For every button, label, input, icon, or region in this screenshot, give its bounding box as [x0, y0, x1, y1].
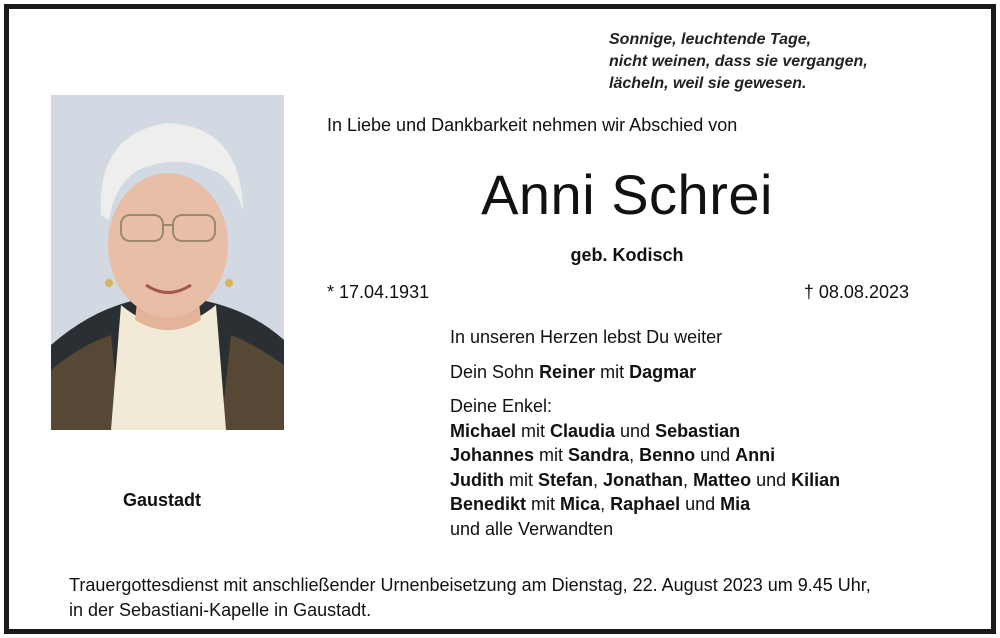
- connector-text: ,: [683, 469, 694, 490]
- grandchildren-line: [450, 419, 840, 444]
- poem-line: Sonnige, leuchtende Tage,: [609, 31, 812, 48]
- deceased-name: Anni Schrei: [481, 163, 773, 226]
- connector-text: mit: [595, 361, 630, 382]
- person-name: Matteo: [693, 469, 752, 490]
- connector-text: und: [615, 420, 656, 441]
- person-name: Dagmar: [629, 361, 697, 382]
- connector-text: mit: [534, 445, 569, 465]
- person-name: Claudia: [550, 420, 616, 441]
- connector-text: ,: [600, 494, 611, 514]
- person-name: Anni: [735, 445, 776, 465]
- person-name: Benno: [639, 445, 696, 465]
- person-name: Reiner: [539, 361, 596, 382]
- relatives-line: und alle Verwandten: [450, 518, 614, 539]
- person-name: Sandra: [568, 445, 630, 465]
- connector-text: mit: [516, 420, 551, 441]
- person-name: Stefan: [538, 469, 594, 490]
- birth-name: geb. Kodisch: [570, 245, 684, 265]
- poem-line: nicht weinen, dass sie vergangen,: [609, 53, 868, 70]
- poem: [609, 29, 868, 95]
- service-announcement: [69, 573, 871, 623]
- obituary-frame: [4, 4, 996, 634]
- connector-text: und: [751, 469, 792, 490]
- person-name: Mia: [720, 494, 751, 514]
- portrait-photo: [51, 95, 284, 430]
- grandchildren-line: [450, 468, 840, 493]
- connector-text: ,: [629, 445, 640, 465]
- death-date: † 08.08.2023: [803, 282, 909, 302]
- heart-line: In unseren Herzen lebst Du weiter: [450, 327, 723, 347]
- connector-text: und: [680, 494, 721, 514]
- person-name: Kilian: [791, 469, 841, 490]
- birth-date: * 17.04.1931: [327, 282, 430, 302]
- service-line: Trauergottesdienst mit anschließender Urnenbeisetzung am Dienstag, 22. August 2023 um 9.45 Uhr,: [69, 575, 871, 595]
- grandchildren-line: [450, 492, 840, 517]
- grandchildren-label: Deine Enkel:: [450, 396, 553, 416]
- connector-text: mit: [526, 494, 561, 514]
- connector-text: mit: [504, 469, 538, 490]
- person-name: Jonathan: [603, 469, 684, 490]
- person-name: Johannes: [450, 445, 535, 465]
- connector-text: ,: [593, 469, 604, 490]
- connector-text: Dein Sohn: [450, 361, 540, 382]
- person-name: Sebastian: [655, 420, 741, 441]
- son-line: [450, 360, 840, 385]
- connector-text: und: [695, 445, 736, 465]
- person-name: Raphael: [610, 494, 681, 514]
- portrait-illustration: [51, 95, 284, 430]
- service-line: in der Sebastiani-Kapelle in Gaustadt.: [69, 600, 372, 620]
- grandchildren-line: [450, 443, 840, 468]
- place-name: Gaustadt: [123, 490, 202, 510]
- person-name: Judith: [450, 469, 504, 490]
- intro-text: In Liebe und Dankbarkeit nehmen wir Abschied von: [327, 115, 738, 135]
- person-name: Michael: [450, 420, 517, 441]
- poem-line: lächeln, weil sie gewesen.: [609, 75, 807, 92]
- relatives-list: [450, 325, 840, 541]
- person-name: Mica: [560, 494, 601, 514]
- person-name: Benedikt: [450, 494, 527, 514]
